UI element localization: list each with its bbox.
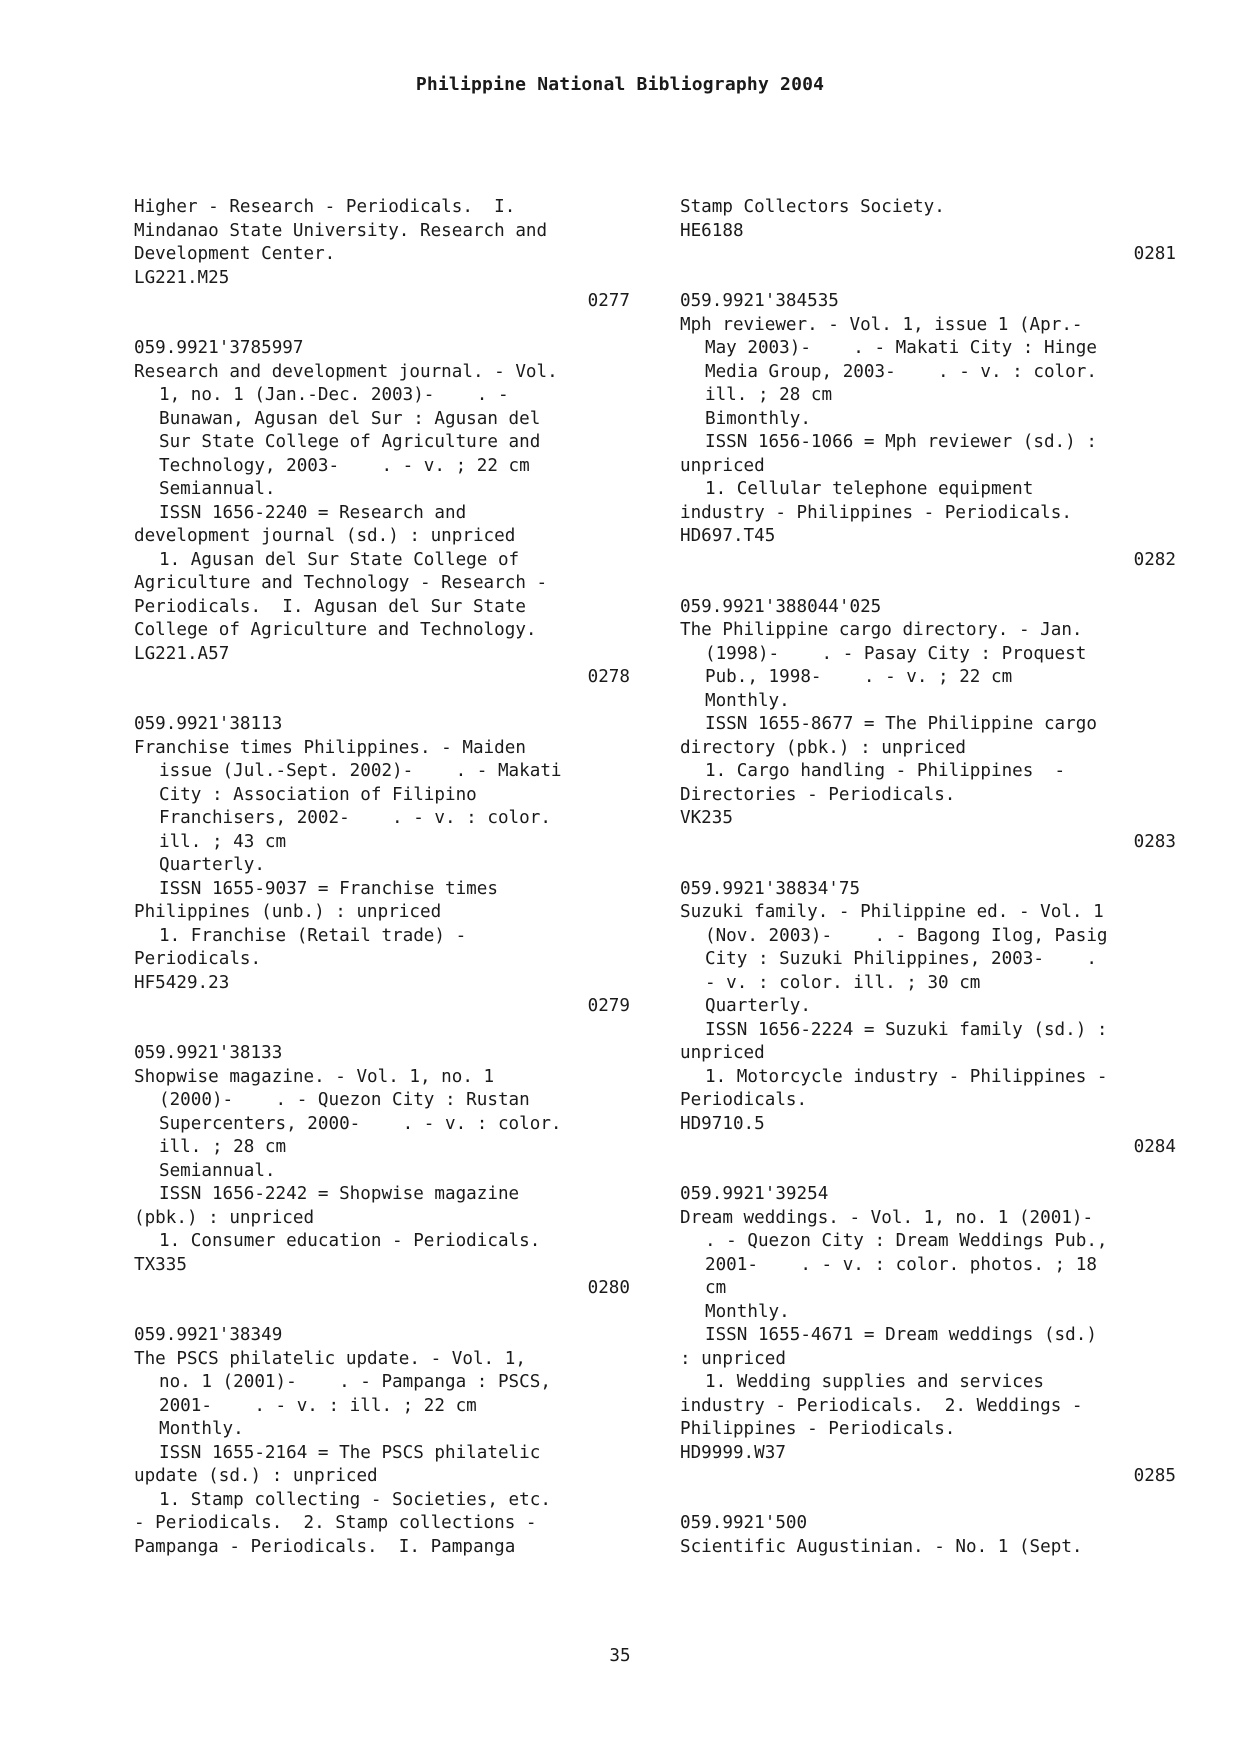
- entry-subject-line: 1. Agusan del Sur State College of: [159, 549, 520, 570]
- entry-subject-line: Directories - Periodicals.: [680, 784, 956, 805]
- entry-subject-line: 1. Consumer education - Periodicals.: [159, 1231, 541, 1251]
- call-number: HD9999.W37: [680, 1442, 786, 1463]
- entry-issn-continuation: update (sd.) : unpriced: [134, 1466, 378, 1486]
- entry-imprint-line: ISSN 1655-8677 = The Philippine cargo: [705, 714, 1097, 734]
- entry-imprint-line: Bunawan, Agusan del Sur : Agusan del: [159, 408, 541, 429]
- entry-imprint-line: 2001- . - v. : color. photos. ; 18: [705, 1254, 1097, 1275]
- entry-issn-continuation: Philippines (unb.) : unpriced: [134, 902, 442, 922]
- entry-title: Franchise times Philippines. - Maiden: [134, 737, 526, 758]
- entry-issn-continuation: directory (pbk.) : unpriced: [680, 737, 966, 758]
- entry-subject-line: 1. Franchise (Retail trade) -: [159, 925, 467, 946]
- entry-title: Research and development journal. - Vol.: [134, 361, 558, 382]
- entry-number: 0284: [1133, 1137, 1176, 1157]
- entry-title: The Philippine cargo directory. - Jan.: [680, 620, 1083, 640]
- continued-line: LG221.M25: [134, 267, 230, 288]
- entry-imprint-line: ill. ; 28 cm: [705, 385, 833, 405]
- entry-imprint-line: 2001- . - v. : ill. ; 22 cm: [159, 1395, 477, 1416]
- entry-imprint-line: Technology, 2003- . - v. ; 22 cm: [159, 455, 530, 476]
- entry-imprint-line: no. 1 (2001)- . - Pampanga : PSCS,: [159, 1372, 551, 1392]
- entry-imprint-line: Franchisers, 2002- . - v. : color.: [159, 808, 551, 828]
- entry-title: Shopwise magazine. - Vol. 1, no. 1: [134, 1066, 495, 1087]
- entry-imprint-line: Sur State College of Agriculture and: [159, 432, 541, 452]
- entry-number: 0279: [587, 996, 630, 1016]
- entry-number: 0283: [1133, 831, 1176, 852]
- entry-subject-line: Philippines - Periodicals.: [680, 1419, 956, 1439]
- entry-issn-continuation: unpriced: [680, 1043, 765, 1063]
- entry-imprint-line: ISSN 1655-2164 = The PSCS philatelic: [159, 1442, 541, 1463]
- entry-title: Suzuki family. - Philippine ed. - Vol. 1: [680, 902, 1104, 922]
- entry-imprint-line: Supercenters, 2000- . - v. : color.: [159, 1113, 562, 1134]
- entry-imprint-line: ISSN 1656-2242 = Shopwise magazine: [159, 1184, 520, 1204]
- continued-line: Development Center.: [134, 244, 336, 264]
- entry-title: The PSCS philatelic update. - Vol. 1,: [134, 1348, 526, 1369]
- call-number: HF5429.23: [134, 972, 230, 993]
- entry-imprint-line: Semiannual.: [159, 479, 276, 499]
- classification-number: 059.9921'3785997: [134, 338, 304, 358]
- call-number: LG221.A57: [134, 643, 230, 664]
- entry-imprint-line: Semiannual.: [159, 1160, 276, 1181]
- entry-imprint-line: City : Association of Filipino: [159, 784, 477, 805]
- entry-issn-continuation: unpriced: [680, 455, 765, 476]
- entry-imprint-line: Quarterly.: [705, 996, 811, 1016]
- entry-subject-line: industry - Periodicals. 2. Weddings -: [680, 1395, 1083, 1416]
- entry-imprint-line: (2000)- . - Quezon City : Rustan: [159, 1090, 530, 1110]
- call-number: HD697.T45: [680, 526, 776, 546]
- entry-imprint-line: Pub., 1998- . - v. ; 22 cm: [705, 667, 1013, 687]
- entry-imprint-line: ISSN 1656-1066 = Mph reviewer (sd.) :: [705, 432, 1097, 452]
- continued-line: Stamp Collectors Society.: [680, 197, 945, 217]
- entry-imprint-line: City : Suzuki Philippines, 2003- .: [705, 949, 1097, 969]
- entry-subject-line: Agriculture and Technology - Research -: [134, 573, 548, 593]
- entry-spacer: [680, 267, 1176, 291]
- entry-subject-line: 1. Motorcycle industry - Philippines -: [705, 1066, 1108, 1087]
- entry-imprint-line: ill. ; 28 cm: [159, 1137, 287, 1157]
- entry-imprint-line: Quarterly.: [159, 855, 265, 875]
- entry-imprint-line: Bimonthly.: [705, 408, 811, 429]
- entry-number: 0280: [587, 1278, 630, 1298]
- entry-number: 0282: [1133, 549, 1176, 570]
- entry-imprint-line: . - Quezon City : Dream Weddings Pub.,: [705, 1231, 1108, 1251]
- entry-number: 0277: [587, 291, 630, 311]
- entry-subject-line: Periodicals.: [680, 1090, 808, 1110]
- entry-subject-line: 1. Cellular telephone equipment: [705, 479, 1034, 499]
- entry-title: Dream weddings. - Vol. 1, no. 1 (2001)-: [680, 1207, 1094, 1228]
- entry-number: 0278: [587, 667, 630, 687]
- entry-spacer: [680, 1489, 1176, 1513]
- entry-imprint-line: cm: [705, 1278, 727, 1298]
- classification-number: 059.9921'39254: [680, 1184, 829, 1204]
- entry-imprint-line: ISSN 1655-4671 = Dream weddings (sd.): [705, 1325, 1097, 1345]
- entry-imprint-line: Monthly.: [159, 1419, 244, 1439]
- entry-imprint-line: ISSN 1656-2240 = Research and: [159, 502, 467, 523]
- classification-number: 059.9921'38834'75: [680, 878, 861, 899]
- entry-subject-line: 1. Cargo handling - Philippines -: [705, 761, 1066, 781]
- continued-line: Higher - Research - Periodicals. I.: [134, 197, 516, 217]
- classification-number: 059.9921'500: [680, 1513, 808, 1533]
- entry-imprint-line: ISSN 1655-9037 = Franchise times: [159, 878, 498, 899]
- entry-subject-line: Pampanga - Periodicals. I. Pampanga: [134, 1536, 516, 1557]
- entry-spacer: [680, 1160, 1176, 1184]
- entry-imprint-line: Media Group, 2003- . - v. : color.: [705, 361, 1097, 382]
- entry-number: 0281: [1133, 244, 1176, 264]
- entry-spacer: [134, 690, 630, 714]
- entry-imprint-line: ISSN 1656-2224 = Suzuki family (sd.) :: [705, 1019, 1108, 1040]
- entry-spacer: [134, 1301, 630, 1325]
- classification-number: 059.9921'38133: [134, 1043, 283, 1063]
- entry-subject-line: Periodicals. I. Agusan del Sur State: [134, 596, 526, 617]
- entry-subject-line: industry - Philippines - Periodicals.: [680, 502, 1072, 523]
- continued-line: HE6188: [680, 220, 744, 241]
- entry-subject-line: 1. Stamp collecting - Societies, etc.: [159, 1489, 551, 1510]
- entry-spacer: [134, 314, 630, 338]
- entry-imprint-line: (Nov. 2003)- . - Bagong Ilog, Pasig: [705, 925, 1108, 946]
- page-number: 35: [609, 1646, 631, 1666]
- entry-imprint-line: (1998)- . - Pasay City : Proquest: [705, 643, 1087, 664]
- entry-number: 0285: [1133, 1466, 1176, 1486]
- entry-imprint-line: May 2003)- . - Makati City : Hinge: [705, 338, 1097, 358]
- entry-issn-continuation: (pbk.) : unpriced: [134, 1207, 315, 1228]
- call-number: TX335: [134, 1254, 187, 1275]
- classification-number: 059.9921'38113: [134, 714, 283, 734]
- entry-spacer: [680, 854, 1176, 878]
- entry-spacer: [680, 572, 1176, 596]
- call-number: VK235: [680, 808, 733, 828]
- page-title: Philippine National Bibliography 2004: [415, 74, 825, 95]
- entry-subject-line: College of Agriculture and Technology.: [134, 620, 537, 640]
- entry-imprint-line: ill. ; 43 cm: [159, 831, 287, 852]
- left-column: [134, 196, 630, 1559]
- entry-imprint-line: - v. : color. ill. ; 30 cm: [705, 972, 981, 993]
- classification-number: 059.9921'38349: [134, 1325, 283, 1345]
- entry-subject-line: Periodicals.: [134, 949, 262, 969]
- call-number: HD9710.5: [680, 1113, 765, 1134]
- entry-issn-continuation: : unpriced: [680, 1348, 786, 1369]
- entry-issn-continuation: development journal (sd.) : unpriced: [134, 526, 516, 546]
- entry-title: Scientific Augustinian. - No. 1 (Sept.: [680, 1536, 1083, 1557]
- entry-title: Mph reviewer. - Vol. 1, issue 1 (Apr.-: [680, 314, 1083, 335]
- entry-imprint-line: 1, no. 1 (Jan.-Dec. 2003)- . -: [159, 385, 509, 405]
- entry-imprint-line: Monthly.: [705, 690, 790, 711]
- classification-number: 059.9921'388044'025: [680, 596, 882, 617]
- entry-subject-line: 1. Wedding supplies and services: [705, 1372, 1044, 1392]
- continued-line: Mindanao State University. Research and: [134, 220, 548, 241]
- entry-spacer: [134, 1019, 630, 1043]
- classification-number: 059.9921'384535: [680, 291, 839, 311]
- entry-subject-line: - Periodicals. 2. Stamp collections -: [134, 1513, 537, 1533]
- right-column: [680, 196, 1176, 1559]
- entry-imprint-line: issue (Jul.-Sept. 2002)- . - Makati: [159, 761, 562, 781]
- entry-imprint-line: Monthly.: [705, 1301, 790, 1322]
